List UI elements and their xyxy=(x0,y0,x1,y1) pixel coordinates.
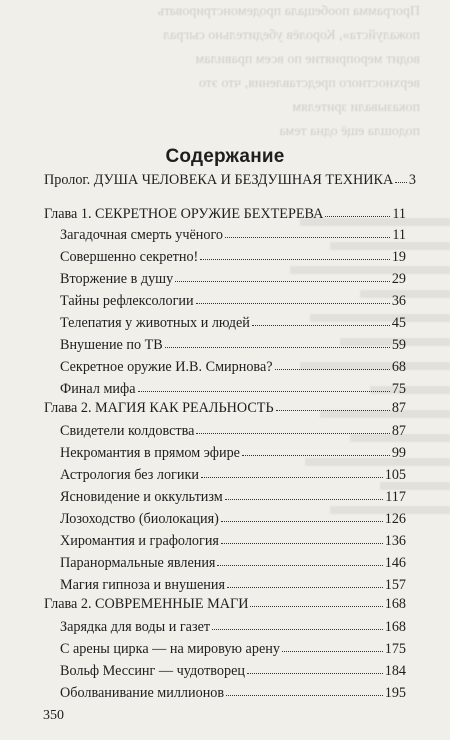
toc-entry[interactable] xyxy=(60,359,406,376)
toc-entry-title: С арены цирка — на мировую арену xyxy=(60,641,280,657)
dot-leader xyxy=(221,520,383,522)
toc-entry-page: 117 xyxy=(385,489,406,505)
toc-entry-title: Зарядка для воды и газет xyxy=(60,619,211,635)
dot-leader xyxy=(227,586,383,588)
bleed-line: пожалуйста», Королёв убедительно сыграл xyxy=(163,28,420,43)
toc-entry-page: 3 xyxy=(408,172,416,188)
toc-entry-title: Совершенно секретно! xyxy=(60,249,199,265)
toc-entry[interactable] xyxy=(60,467,406,484)
toc-entry[interactable] xyxy=(60,577,406,594)
toc-entry-page: 87 xyxy=(391,400,406,416)
toc-entry[interactable] xyxy=(60,293,406,310)
toc-entry-title: Ясновидение и оккультизм xyxy=(60,489,223,505)
bleed-line: водит мероприятие по всем правилам xyxy=(195,52,420,67)
dot-leader xyxy=(242,454,390,456)
toc-chapter-title: Глава 2. СОВРЕМЕННЫЕ МАГИ xyxy=(44,596,249,612)
dot-leader xyxy=(275,368,390,370)
toc-entry-page: 11 xyxy=(392,227,406,243)
toc-entry-title: Загадочная смерть учёного xyxy=(60,227,224,243)
toc-entry[interactable] xyxy=(60,337,406,354)
toc-entry[interactable] xyxy=(60,227,406,244)
page-number: 350 xyxy=(43,708,64,723)
toc-entry-title: Тайны рефлексологии xyxy=(60,293,194,309)
toc-entry-page: 19 xyxy=(391,249,406,265)
toc-entry-title: Паранормальные явления xyxy=(60,555,216,571)
toc-entry[interactable] xyxy=(60,641,406,658)
toc-entry[interactable] xyxy=(60,381,406,398)
toc-entry-page: 45 xyxy=(391,315,406,331)
toc-entry-page: 136 xyxy=(384,533,406,549)
toc-entry-page: 105 xyxy=(384,467,406,483)
toc-entry[interactable] xyxy=(60,685,406,702)
toc-entry-page: 11 xyxy=(392,206,406,222)
dot-leader xyxy=(395,181,407,183)
toc-entry-page: 36 xyxy=(391,293,406,309)
dot-leader xyxy=(276,409,390,411)
toc-entry-page: 184 xyxy=(384,663,406,679)
dot-leader xyxy=(138,390,390,392)
dot-leader xyxy=(200,258,390,260)
toc-entry[interactable] xyxy=(60,619,406,636)
toc-entry-title: Телепатия у животных и людей xyxy=(60,315,250,331)
toc-entry-page: 157 xyxy=(384,577,406,593)
toc-entry[interactable] xyxy=(60,663,406,680)
dot-leader xyxy=(217,564,382,566)
toc-entry[interactable] xyxy=(60,555,406,572)
dot-leader xyxy=(165,346,390,348)
dot-leader xyxy=(221,542,383,544)
dot-leader xyxy=(252,324,390,326)
toc-chapter-title: Глава 1. СЕКРЕТНОЕ ОРУЖИЕ БЕХТЕРЕВА xyxy=(44,206,324,222)
dot-leader xyxy=(196,302,390,304)
toc-entry-title: Внушение по ТВ xyxy=(60,337,163,353)
toc-entry-title: Финал мифа xyxy=(60,381,136,397)
dot-leader xyxy=(212,628,383,630)
toc-entry-title: Оболванивание миллионов xyxy=(60,685,225,701)
toc-entry-title: Секретное оружие И.В. Смирнова? xyxy=(60,359,273,375)
toc-chapter[interactable] xyxy=(44,400,406,417)
toc-entry-title: Магия гипноза и внушения xyxy=(60,577,225,593)
dot-leader xyxy=(175,280,390,282)
toc-entry-title: Пролог. ДУША ЧЕЛОВЕКА И БЕЗДУШНАЯ ТЕХНИКА xyxy=(44,172,394,188)
toc-entry-title: Лозоходство (биолокация) xyxy=(60,511,219,527)
dot-leader xyxy=(225,236,390,238)
toc-chapter[interactable] xyxy=(44,596,406,613)
dot-leader xyxy=(196,432,389,434)
toc-chapter-title: Глава 2. МАГИЯ КАК РЕАЛЬНОСТЬ xyxy=(44,400,274,416)
toc-chapter[interactable] xyxy=(44,206,406,223)
dot-leader xyxy=(201,476,383,478)
toc-entry-page: 168 xyxy=(384,619,406,635)
toc-entry[interactable] xyxy=(60,445,406,462)
toc-entry-title: Некромантия в прямом эфире xyxy=(60,445,240,461)
toc-entry-page: 146 xyxy=(384,555,406,571)
bleed-through-text xyxy=(0,0,450,145)
dot-leader xyxy=(225,498,383,500)
toc-entry[interactable] xyxy=(60,423,406,440)
toc-entry-page: 168 xyxy=(384,596,406,612)
toc-entry[interactable] xyxy=(60,315,406,332)
toc-entry-page: 29 xyxy=(391,271,406,287)
toc-entry-page: 68 xyxy=(391,359,406,375)
dot-leader xyxy=(325,215,390,217)
toc-entry-title: Свидетели колдовства xyxy=(60,423,195,439)
toc-entry-page: 195 xyxy=(384,685,406,701)
dot-leader xyxy=(226,694,383,696)
toc-prologue[interactable] xyxy=(44,172,416,189)
toc-entry-title: Вольф Мессинг — чудотворец xyxy=(60,663,245,679)
dot-leader xyxy=(250,605,382,607)
toc-entry-page: 59 xyxy=(391,337,406,353)
toc-entry-title: Хиромантия и графология xyxy=(60,533,219,549)
bleed-line: Программа пообещала продемонстрировать xyxy=(157,4,420,19)
toc-entry-page: 99 xyxy=(391,445,406,461)
bleed-line: показывали зрителям xyxy=(292,100,420,115)
dot-leader xyxy=(282,650,383,652)
bleed-line: верхностного представления, что это xyxy=(198,76,420,91)
toc-entry-page: 175 xyxy=(384,641,406,657)
toc-entry-title: Астрология без логики xyxy=(60,467,199,483)
toc-entry[interactable] xyxy=(60,249,406,266)
toc-entry[interactable] xyxy=(60,271,406,288)
toc-entry-page: 126 xyxy=(384,511,406,527)
toc-entry-page: 87 xyxy=(391,423,406,439)
toc-entry[interactable] xyxy=(60,489,406,506)
dot-leader xyxy=(247,672,383,674)
toc-entry-title: Вторжение в душу xyxy=(60,271,174,287)
toc-entry[interactable] xyxy=(60,511,406,528)
page-title: Содержание xyxy=(165,146,285,167)
toc-entry-page: 75 xyxy=(391,381,406,397)
bleed-line: подошла ещё одна тема xyxy=(279,124,420,139)
toc-entry[interactable] xyxy=(60,533,406,550)
